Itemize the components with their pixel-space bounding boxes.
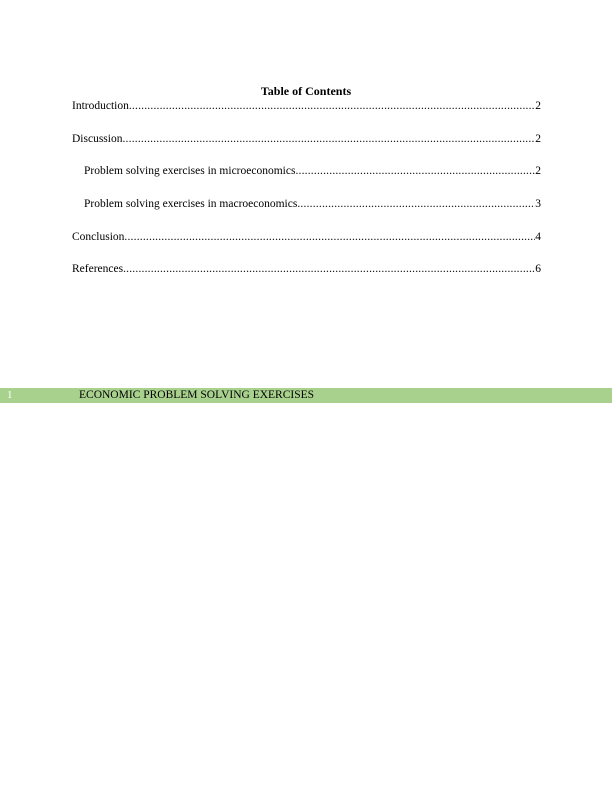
toc-entry-page: 2 — [535, 165, 541, 178]
running-header-band — [0, 388, 612, 403]
toc-entry-page: 3 — [535, 198, 541, 211]
page-number: 1 — [7, 389, 13, 401]
toc-entry-label: Discussion — [72, 132, 123, 145]
toc-entry-label: Problem solving exercises in microeconomics — [84, 165, 296, 178]
toc-entry-conclusion[interactable] — [72, 230, 541, 244]
toc-entry-introduction[interactable] — [72, 99, 541, 113]
toc-dot-leader — [124, 230, 535, 244]
toc-entry-page: 2 — [535, 132, 541, 145]
toc-dot-leader — [129, 99, 535, 113]
running-header-title: ECONOMIC PROBLEM SOLVING EXERCISES — [79, 389, 315, 401]
toc-dot-leader — [297, 197, 535, 211]
toc-entry-microeconomics[interactable] — [72, 164, 541, 178]
table-of-contents — [72, 99, 541, 276]
toc-entry-label: References — [72, 263, 124, 276]
toc-title: Table of Contents — [260, 84, 352, 98]
toc-entry-discussion[interactable] — [72, 132, 541, 146]
toc-entry-label: Conclusion — [72, 230, 125, 243]
toc-dot-leader — [122, 132, 535, 146]
toc-entry-macroeconomics[interactable] — [72, 197, 541, 211]
toc-dot-leader — [295, 164, 535, 178]
toc-entry-page: 4 — [535, 230, 541, 243]
toc-entry-page: 2 — [535, 100, 541, 112]
toc-entry-label: Introduction — [72, 100, 129, 112]
toc-entry-references[interactable] — [72, 262, 541, 276]
toc-dot-leader — [123, 262, 535, 276]
toc-entry-page: 6 — [535, 263, 541, 276]
toc-entry-label: Problem solving exercises in macroeconomics — [84, 198, 298, 211]
